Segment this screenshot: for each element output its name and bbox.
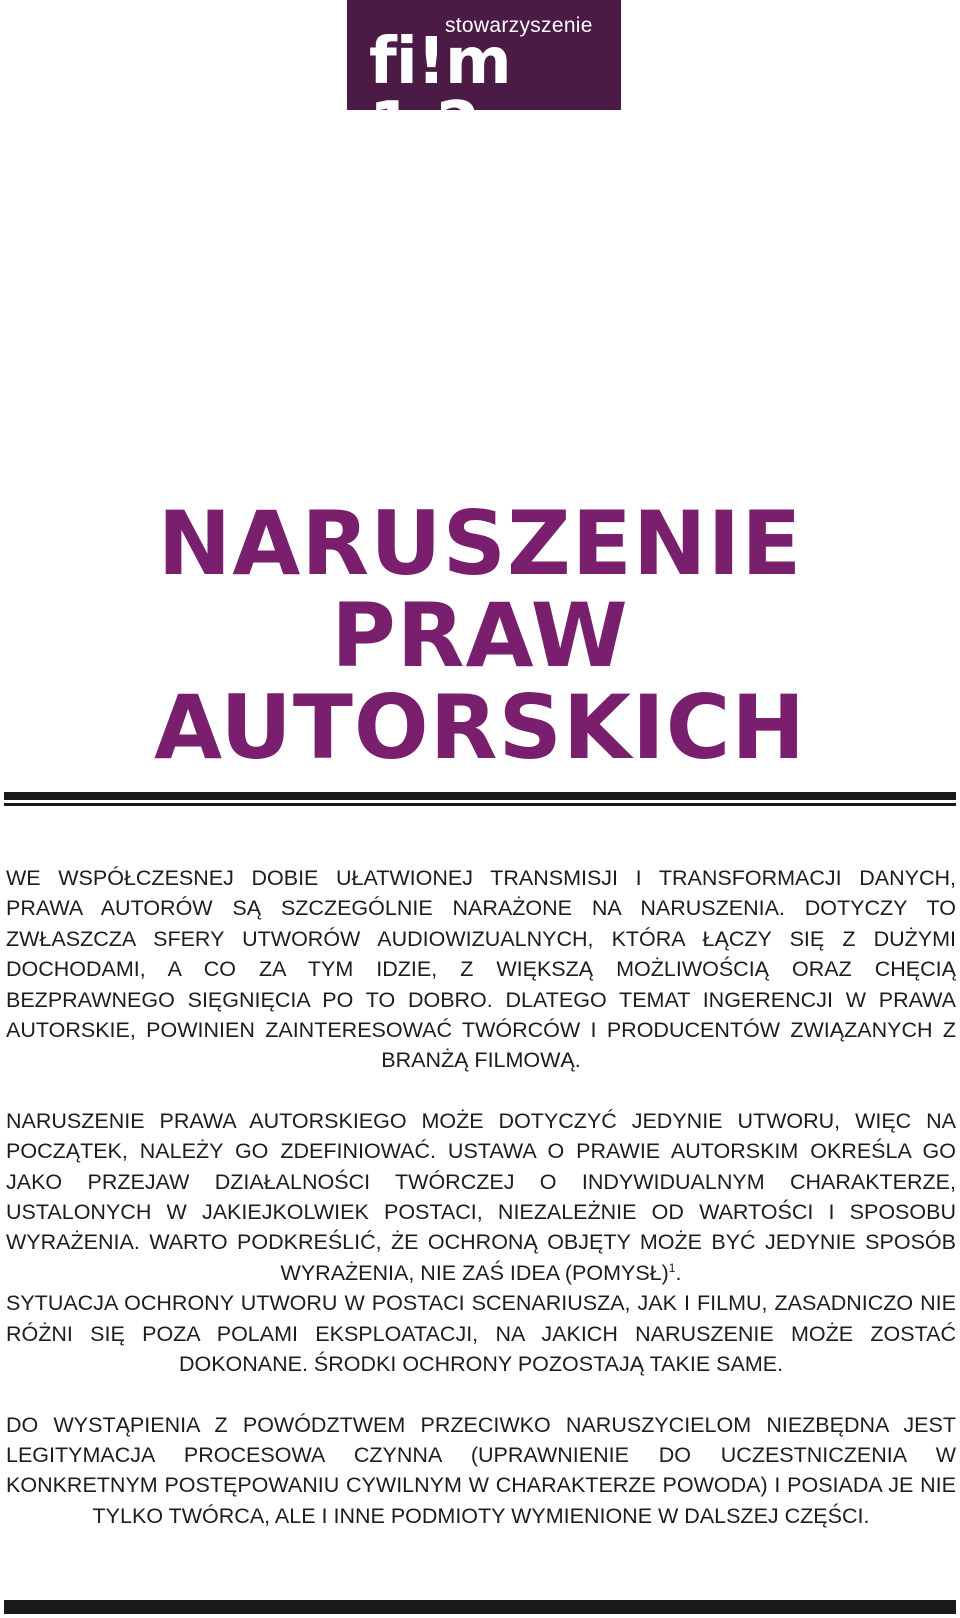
bottom-divider: [4, 1600, 956, 1614]
divider-thin-line: [4, 803, 956, 806]
paragraph-2-text: NARUSZENIE PRAWA AUTORSKIEGO MOŻE DOTYCZYĆ JEDYNIE UTWORU, WIĘC NA POCZĄTEK, NALEŻY GO ZDEFINIOWAĆ. USTAWA O PRAWIE AUTORSKIM OKREŚLA GO JAKO PRZEJAW DZIAŁALNOŚCI TWÓRCZEJ O INDYWIDUALNYM CHARAKTERZE, USTALONYCH W JAKIEJKOLWIEK POSTACI, NIEZALEŻNIE OD WARTOŚCI I SPOSOBU WYRAŻENIA. WARTO PODKREŚLIĆ, ŻE OCHRONĄ OBJĘTY MOŻE BYĆ JEDYNIE SPOSÓB WYRAŻENIA, NIE ZAŚ IDEA (POMYSŁ): [6, 1108, 956, 1285]
paragraph-2: [6, 1106, 956, 1288]
paragraph-4: DO WYSTĄPIENIA Z POWÓDZTWEM PRZECIWKO NARUSZYCIELOM NIEZBĘDNA JEST LEGITYMACJA PROCESOWA CZYNNA (UPRAWNIENIE DO UCZESTNICZENIA W KONKRETNYM POSTĘPOWANIU CYWILNYM W CHARAKTERZE POWODA) I POSIADA JE NIE TYLKO TWÓRCA, ALE I INNE PODMIOTY WYMIENIONE W DALSZEJ CZĘŚCI.: [6, 1412, 956, 1528]
logo: [347, 0, 621, 163]
title-line-3: AUTORSKICH: [154, 676, 806, 779]
footnote-marker: 1: [668, 1260, 676, 1275]
divider-thick-line: [4, 792, 956, 800]
title-line-1: NARUSZENIE: [157, 492, 803, 595]
logo-wordmark: fi!m 1,2: [369, 25, 511, 163]
logo-subtitle: stowarzyszenie: [445, 14, 593, 37]
article-body: [6, 863, 956, 1531]
paragraph-3: SYTUACJA OCHRONY UTWORU W POSTACI SCENARIUSZA, JAK I FILMU, ZASADNICZO NIE RÓŻNI SIĘ POZA POLAMI EKSPLOATACJI, NA JAKICH NARUSZENIE MOŻE ZOSTAĆ DOKONANE. ŚRODKI OCHRONY POZOSTAJĄ TAKIE SAME.: [6, 1291, 956, 1377]
page-title: [0, 492, 960, 779]
title-divider: [4, 792, 956, 808]
title-line-2: PRAW: [331, 584, 629, 687]
paragraph-2-end: .: [675, 1260, 682, 1285]
paragraph-1: WE WSPÓŁCZESNEJ DOBIE UŁATWIONEJ TRANSMISJI I TRANSFORMACJI DANYCH, PRAWA AUTORÓW SĄ SZCZEGÓLNIE NARAŻONE NA NARUSZENIA. DOTYCZY TO ZWŁASZCZA SFERY UTWORÓW AUDIOWIZUALNYCH, KTÓRA ŁĄCZY SIĘ Z DUŻYMI DOCHODAMI, A CO ZA TYM IDZIE, Z WIĘKSZĄ MOŻLIWOŚCIĄ ORAZ CHĘCIĄ BEZPRAWNEGO SIĘGNIĘCIA PO TO DOBRO. DLATEGO TEMAT INGERENCJI W PRAWA AUTORSKIE, POWINIEN ZAINTERESOWAĆ TWÓRCÓW I PRODUCENTÓW ZWIĄZANYCH Z BRANŻĄ FILMOWĄ.: [6, 866, 956, 1073]
